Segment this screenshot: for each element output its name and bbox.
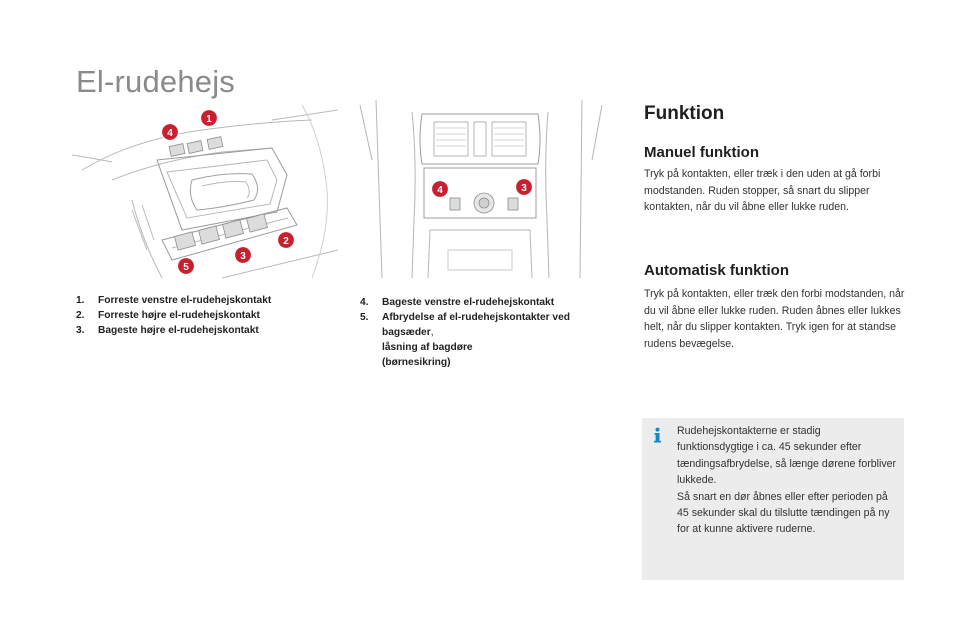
callout-3-label: 3	[240, 251, 246, 262]
legend-text: Afbrydelse af el-rudehejskontakter ved bagsæder	[382, 312, 570, 338]
automatic-function-text: Tryk på kontakten, eller træk den forbi modstanden, når du vil åbne eller lukke ruden. Ruden åbnes eller lukkes helt, når du slipper kontakten. Tryk igen for at standse rudens bevægelse.	[644, 288, 905, 350]
legend-item	[360, 295, 620, 310]
legend-number: 3.	[76, 325, 85, 336]
front-door-switches-illustration	[72, 100, 338, 280]
callout-5-label: 5	[183, 262, 189, 273]
legend-item	[76, 293, 338, 308]
callout-4-right-label: 4	[437, 185, 443, 196]
info-icon	[650, 427, 664, 443]
callout-3-right-label: 3	[521, 183, 527, 194]
info-box	[642, 418, 904, 580]
legend-text: Forreste højre el-rudehejskontakt	[98, 310, 260, 321]
manual-function-text: Tryk på kontakten, eller træk i den uden at gå forbi modstanden. Ruden stopper, så snart du slipper kontakten, når du vil åbne eller lukke ruden.	[644, 168, 881, 214]
legend-text-line2: låsning af bagdøre	[382, 342, 473, 353]
legend-number: 2.	[76, 310, 85, 321]
callout-2-label: 2	[283, 236, 289, 247]
info-text	[677, 423, 899, 538]
legend-text: Bageste højre el-rudehejskontakt	[98, 325, 259, 336]
legend-comma: ,	[430, 327, 434, 338]
legend-text: Bageste venstre el-rudehejskontakt	[382, 297, 555, 308]
legend-text-line3: (børnesikring)	[382, 357, 451, 368]
legend-item	[76, 308, 338, 323]
legend-text: Forreste venstre el-rudehejskontakt	[98, 295, 272, 306]
automatic-function-heading: Automatisk funktion	[644, 262, 789, 279]
legend-number: 5.	[360, 312, 369, 323]
legend-item	[76, 323, 338, 338]
legend-number: 4.	[360, 297, 369, 308]
page-title: El-rudehejs	[76, 64, 236, 99]
legend-left	[76, 293, 338, 338]
rear-console-switches-illustration	[352, 100, 616, 280]
legend-item	[360, 310, 620, 370]
section-heading: Funktion	[644, 103, 725, 124]
info-text-paragraph-1: Rudehejskontakterne er stadig funktionsdygtige i ca. 45 sekunder efter tændingsafbrydelse, så længe dørene forbliver lukkede.	[677, 425, 897, 487]
legend-right	[360, 295, 620, 370]
manual-function-heading: Manuel funktion	[644, 144, 759, 161]
callout-4-label: 4	[167, 128, 173, 139]
legend-number: 1.	[76, 295, 85, 306]
info-text-paragraph-2: Så snart en dør åbnes eller efter perioden på 45 sekunder skal du tilslutte tændingen på ny for at kunne aktivere ruderne.	[677, 490, 890, 536]
callout-1-label: 1	[206, 114, 212, 125]
